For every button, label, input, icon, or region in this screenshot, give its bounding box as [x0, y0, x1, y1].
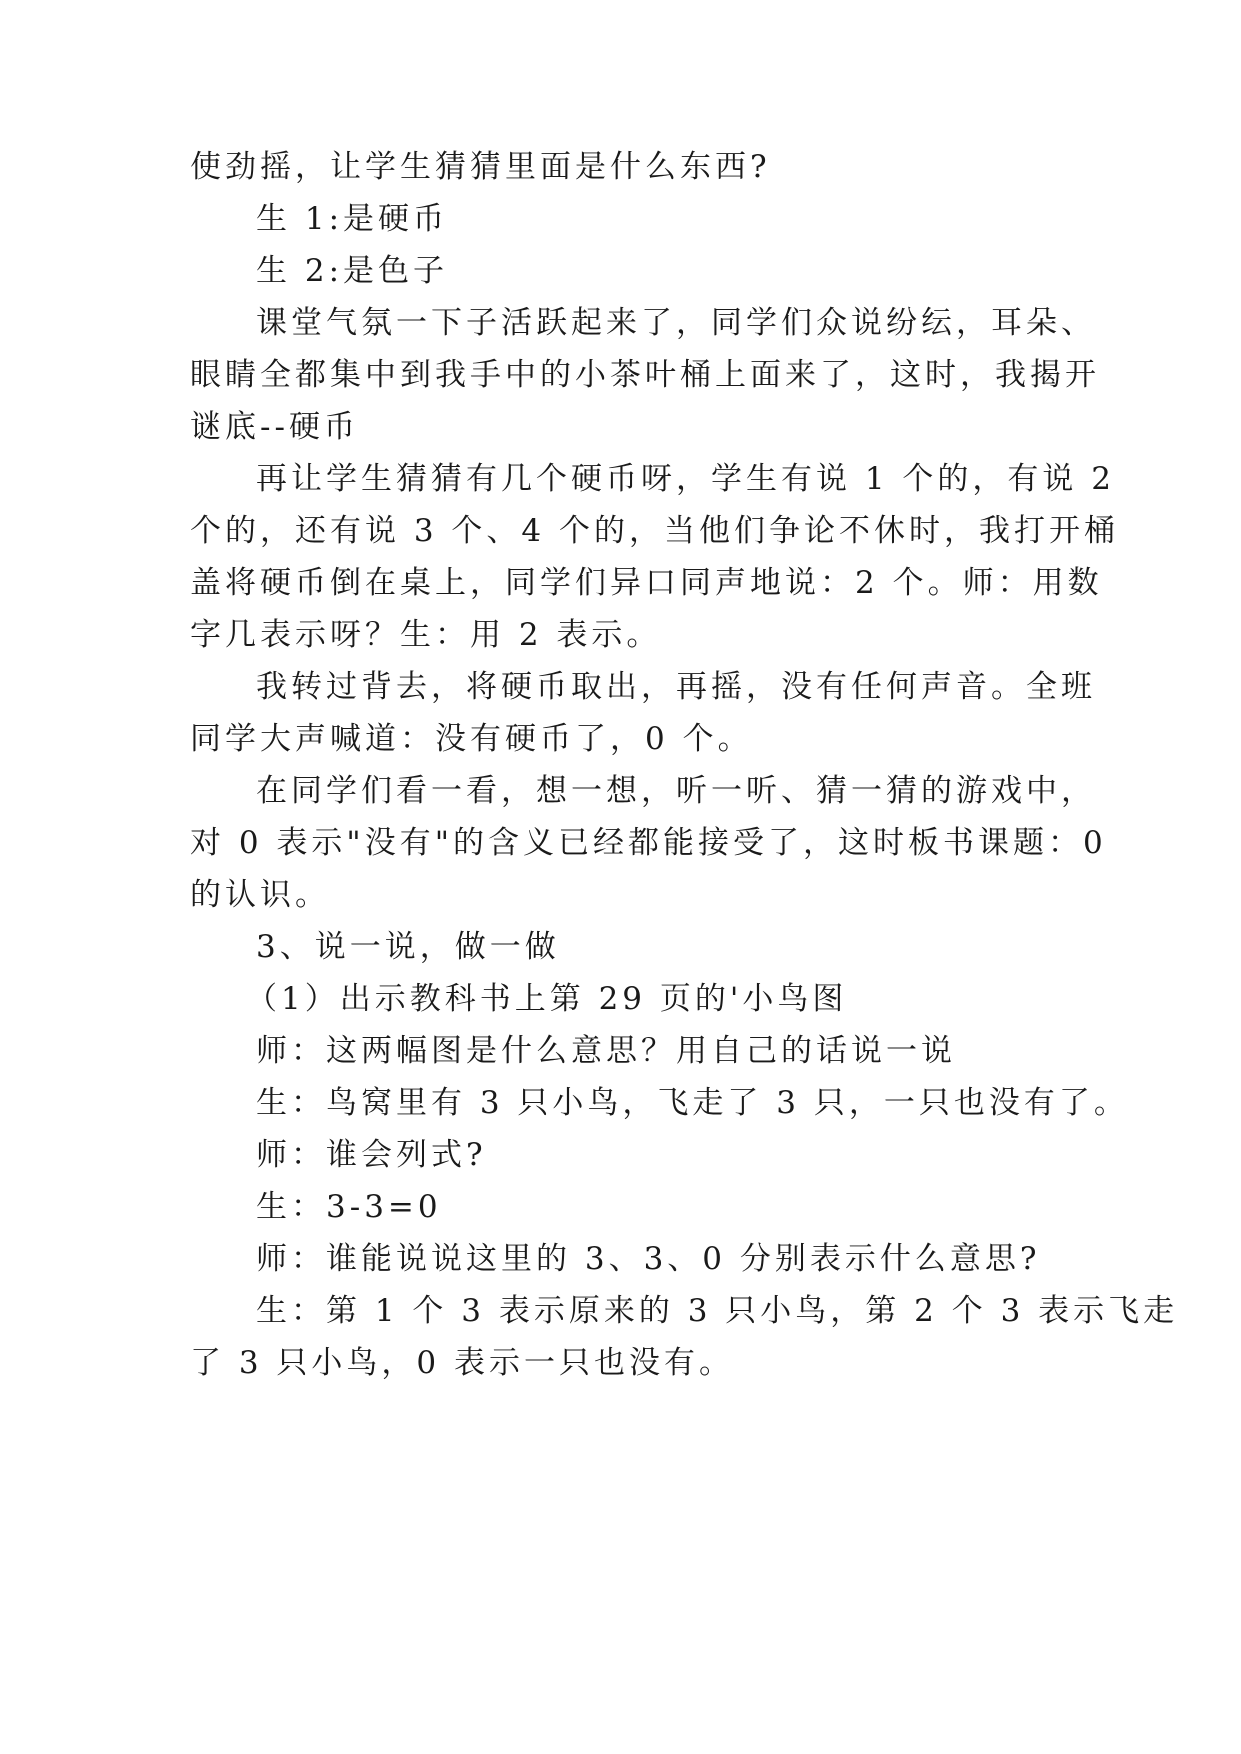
text-line: 师：这两幅图是什么意思？用自己的话说一说	[256, 1033, 956, 1069]
text-line: 个的，还有说 3 个、4 个的，当他们争论不休时，我打开桶	[190, 513, 1120, 549]
text-line: 在同学们看一看，想一想，听一听、猜一猜的游戏中，	[256, 773, 1096, 809]
text-line: （1）出示教科书上第 29 页的'小鸟图	[246, 981, 848, 1017]
text-line: 了 3 只小鸟，0 表示一只也没有。	[190, 1345, 735, 1381]
text-line: 字几表示呀？生：用 2 表示。	[190, 617, 662, 653]
text-line: 对 0 表示"没有"的含义已经都能接受了，这时板书课题：0	[190, 825, 1107, 861]
text-line: 课堂气氛一下子活跃起来了，同学们众说纷纭，耳朵、	[256, 305, 1096, 341]
text-line: 眼睛全都集中到我手中的小茶叶桶上面来了，这时，我揭开	[190, 357, 1100, 393]
text-line: 我转过背去，将硬币取出，再摇，没有任何声音。全班	[256, 669, 1096, 705]
text-line: 再让学生猜猜有几个硬币呀，学生有说 1 个的，有说 2	[256, 461, 1116, 497]
text-line: 生：3-3=0	[256, 1189, 442, 1225]
text-line: 生 1:是硬币	[256, 201, 449, 237]
text-line: 使劲摇，让学生猜猜里面是什么东西?	[190, 149, 771, 185]
text-line: 生：鸟窝里有 3 只小鸟，飞走了 3 只，一只也没有了。	[256, 1085, 1129, 1121]
text-line: 的认识。	[190, 877, 330, 913]
text-line: 盖将硬币倒在桌上，同学们异口同声地说：2 个。师：用数	[190, 565, 1103, 601]
text-line: 谜底--硬币	[190, 409, 359, 445]
text-line: 3、说一说，做一做	[256, 929, 560, 965]
text-line: 师：谁能说说这里的 3、3、0 分别表示什么意思?	[256, 1241, 1041, 1277]
text-line: 生：第 1 个 3 表示原来的 3 只小鸟，第 2 个 3 表示飞走	[256, 1293, 1179, 1329]
text-line: 生 2:是色子	[256, 253, 449, 289]
text-line: 师：谁会列式?	[256, 1137, 487, 1173]
text-line: 同学大声喊道：没有硬币了，0 个。	[190, 721, 753, 757]
